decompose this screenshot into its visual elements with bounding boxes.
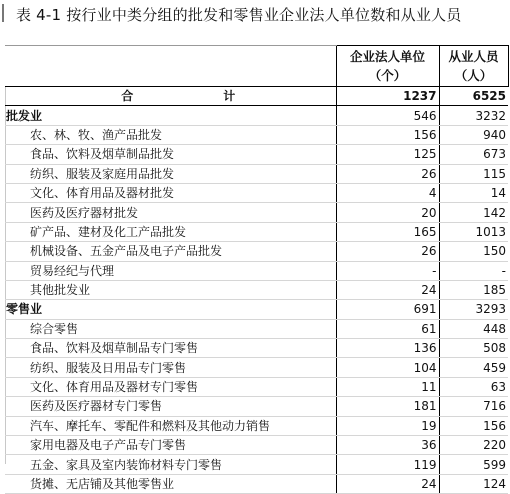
header-workers-text: 从业人员 （人） [448,49,499,83]
workers-cell: 3232 [439,106,508,125]
row-label: 食品、饮料及烟草制品专门零售 [5,339,336,358]
workers-cell: 6525 [439,87,508,106]
table-row [5,261,508,280]
workers-cell: 14 [439,183,508,202]
row-label: 货摊、无店铺及其他零售业 [5,474,336,493]
row-label: 批发业 [5,106,336,125]
row-label: 食品、饮料及烟草制品批发 [5,145,336,164]
table-body [5,87,508,494]
workers-cell: - [439,261,508,280]
row-label: 其他批发业 [5,280,336,299]
workers-cell: 124 [439,474,508,493]
units-cell: 119 [336,455,439,474]
units-cell: 104 [336,358,439,377]
table-row [5,436,508,455]
units-cell: 156 [336,125,439,144]
row-label: 家用电器及电子产品专门零售 [5,436,336,455]
row-label: 合 计 [5,87,336,106]
table-row [5,319,508,338]
table-row [5,358,508,377]
table-row [5,280,508,299]
workers-cell: 673 [439,145,508,164]
row-label: 综合零售 [5,319,336,338]
row-label: 医药及医疗器材批发 [5,203,336,222]
table-row [5,125,508,144]
workers-cell: 716 [439,397,508,416]
units-cell: 19 [336,416,439,435]
units-cell: 1237 [336,87,439,106]
row-label: 五金、家具及室内装饰材料专门零售 [5,455,336,474]
row-label: 医药及医疗器材专门零售 [5,397,336,416]
row-label: 农、林、牧、渔产品批发 [5,125,336,144]
units-cell: 165 [336,222,439,241]
units-cell: 125 [336,145,439,164]
units-cell: 691 [336,300,439,319]
row-label: 文化、体育用品及器材批发 [5,183,336,202]
row-label: 贸易经纪与代理 [5,261,336,280]
header-row [5,46,508,87]
table-row [5,455,508,474]
category-row [5,106,508,125]
units-cell: 136 [336,339,439,358]
units-cell: 20 [336,203,439,222]
row-label: 文化、体育用品及器材专门零售 [5,377,336,396]
units-cell: 4 [336,183,439,202]
workers-cell: 599 [439,455,508,474]
table-row [5,377,508,396]
table-title: 表 4-1 按行业中类分组的批发和零售业企业法人单位数和从业人员 [16,6,462,24]
workers-cell: 508 [439,339,508,358]
table-row [5,145,508,164]
table-row [5,164,508,183]
units-cell: 181 [336,397,439,416]
units-cell: 11 [336,377,439,396]
workers-cell: 63 [439,377,508,396]
units-cell: 26 [336,242,439,261]
units-cell: 24 [336,474,439,493]
header-workers [439,46,508,87]
units-cell: 24 [336,280,439,299]
row-label: 零售业 [5,300,336,319]
row-label: 纺织、服装及家庭用品批发 [5,164,336,183]
table-row [5,397,508,416]
row-label: 机械设备、五金产品及电子产品批发 [5,242,336,261]
workers-cell: 1013 [439,222,508,241]
total-row [5,87,508,106]
table-row [5,222,508,241]
workers-cell: 220 [439,436,508,455]
table-row [5,242,508,261]
table-row [5,203,508,222]
row-label: 汽车、摩托车、零配件和燃料及其他动力销售 [5,416,336,435]
units-cell: 546 [336,106,439,125]
units-cell: - [336,261,439,280]
table-row [5,474,508,493]
header-blank-cell [5,46,336,87]
text-cursor [2,4,4,22]
workers-cell: 459 [439,358,508,377]
header-units-text: 企业法人单位 （个） [349,49,425,83]
units-cell: 61 [336,319,439,338]
units-cell: 36 [336,436,439,455]
workers-cell: 185 [439,280,508,299]
workers-cell: 156 [439,416,508,435]
category-row [5,300,508,319]
table-row [5,183,508,202]
row-label: 纺织、服装及日用品专门零售 [5,358,336,377]
table-row [5,339,508,358]
workers-cell: 3293 [439,300,508,319]
workers-cell: 115 [439,164,508,183]
units-cell: 26 [336,164,439,183]
workers-cell: 448 [439,319,508,338]
workers-cell: 150 [439,242,508,261]
workers-cell: 142 [439,203,508,222]
workers-cell: 940 [439,125,508,144]
statistics-table [5,45,509,494]
header-units [336,46,439,87]
table-row [5,416,508,435]
row-label: 矿产品、建材及化工产品批发 [5,222,336,241]
